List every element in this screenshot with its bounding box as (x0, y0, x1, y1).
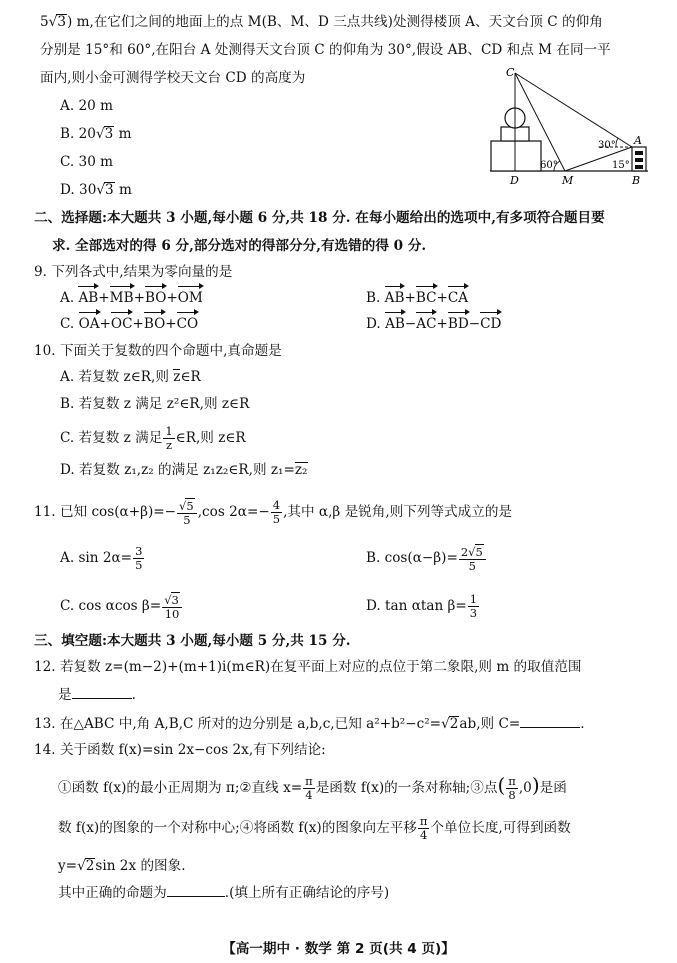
fig-label-a: A (634, 134, 642, 147)
q13-answer-blank[interactable] (520, 713, 580, 728)
fig-angle-60: 60° (540, 160, 558, 171)
q8-option-d: D. 30√3 m (60, 182, 132, 198)
fig-label-b: B (632, 174, 641, 187)
q14-line4: 其中正确的命题为 .(填上所有正确结论的序号) (58, 882, 389, 903)
q14-line1: ①函数 f(x)的最小正周期为 π;②直线 x= $\frac{\pi}{4}$ 是函数 f(x)的一条对称轴;③点( $\frac{\pi}{8}$ ,0)是函 (58, 773, 567, 802)
q10-option-a: A. 若复数 z∈R,则 z∈R (60, 369, 201, 385)
fig-label-c: C (506, 66, 515, 79)
fig-angle-30: 30° (598, 140, 616, 151)
q12-line2: 是 . (58, 684, 136, 705)
section2-heading-line2: 求. 全部选对的得 6 分,部分选对的得部分分,有选错的得 0 分. (52, 238, 427, 254)
q10-stem: 10. 下面关于复数的四个命题中,真命题是 (34, 343, 282, 359)
q11-option-a: A. sin 2α= $\frac{3}{5}$ (60, 544, 143, 572)
q11-option-c: C. cos αcos β= $\frac{√3}{10}$ (60, 591, 183, 621)
q10-option-c: C. 若复数 z 满足 $\frac{1}{z}$ ∈R,则 z∈R (60, 424, 246, 452)
q8-line1: 5√3) m,在它们之间的地面上的点 M(B、M、D 三点共线)处测得楼顶 A、天文台顶 C 的仰角 (40, 14, 603, 30)
q14-line2: 数 f(x)的图象的一个对称中心;④将函数 f(x)的图象向左平移 $\frac{\pi}{4}$ 个单位长度,可得到函数 (58, 814, 571, 842)
q9-option-d: D. AB−AC+BD−CD (366, 316, 502, 332)
section3-heading: 三、填空题:本大题共 3 小题,每小题 5 分,共 15 分. (34, 633, 351, 649)
q9-stem: 9. 下列各式中,结果为零向量的是 (34, 264, 233, 280)
q8-line3: 面内,则小金可测得学校天文台 CD 的高度为 (40, 70, 306, 86)
fig-angle-15: 15° (612, 160, 630, 171)
page-footer: 【高一期中 · 数学 第 2 页(共 4 页)】 (222, 941, 455, 957)
q12-line1: 12. 若复数 z=(m−2)+(m+1)i(m∈R)在复平面上对应的点位于第二象限,则 m 的取值范围 (34, 659, 582, 675)
q8-line2: 分别是 15°和 60°,在阳台 A 处测得天文台顶 C 的仰角为 30°,假设 AB、CD 和点 M 在同一平 (40, 42, 611, 58)
q12-answer-blank[interactable] (72, 684, 132, 699)
q8-figure (488, 64, 658, 188)
q8-option-c: C. 30 m (60, 154, 114, 170)
q14-answer-blank[interactable] (167, 882, 225, 897)
q11-option-d: D. tan αtan β= $\frac{1}{3}$ (366, 592, 478, 620)
q8-option-b: B. 20√3 m (60, 126, 132, 142)
q8-option-a: A. 20 m (60, 98, 113, 114)
q11-stem: 11. 已知 cos(α+β)=− $\frac{√5}{5}$ ,cos 2α=− $\frac{4}{5}$ ,其中 α,β 是锐角,则下列等式成立的是 (34, 498, 513, 527)
fig-label-m: M (562, 174, 574, 187)
q11-option-b: B. cos(α−β)= $\frac{2√5}{5}$ (366, 543, 487, 573)
q9-option-c: C. OA+OC+BO+CO (60, 316, 199, 332)
q9-option-b: B. AB+BC+CA (366, 290, 469, 306)
q10-option-d: D. 若复数 z₁,z₂ 的满足 z₁z₂∈R,则 z₁=z₂ (60, 462, 308, 478)
fig-label-d: D (510, 174, 519, 187)
q10-option-b: B. 若复数 z 满足 z²∈R,则 z∈R (60, 396, 250, 412)
q14-stem: 14. 关于函数 f(x)=sin 2x−cos 2x,有下列结论: (34, 742, 326, 758)
q13-line: 13. 在△ABC 中,角 A,B,C 所对的边分别是 a,b,c,已知 a²+b²−c²=√2ab,则 C= . (34, 713, 585, 734)
section2-heading-line1: 二、选择题:本大题共 3 小题,每小题 6 分,共 18 分. 在每小题给出的选项中,有多项符合题目要 (34, 210, 605, 226)
q14-line3: y=√2sin 2x 的图象. (58, 858, 186, 874)
q9-option-a: A. AB+MB+BO+OM (60, 290, 203, 306)
sqrt-symbol: √ (48, 14, 58, 30)
